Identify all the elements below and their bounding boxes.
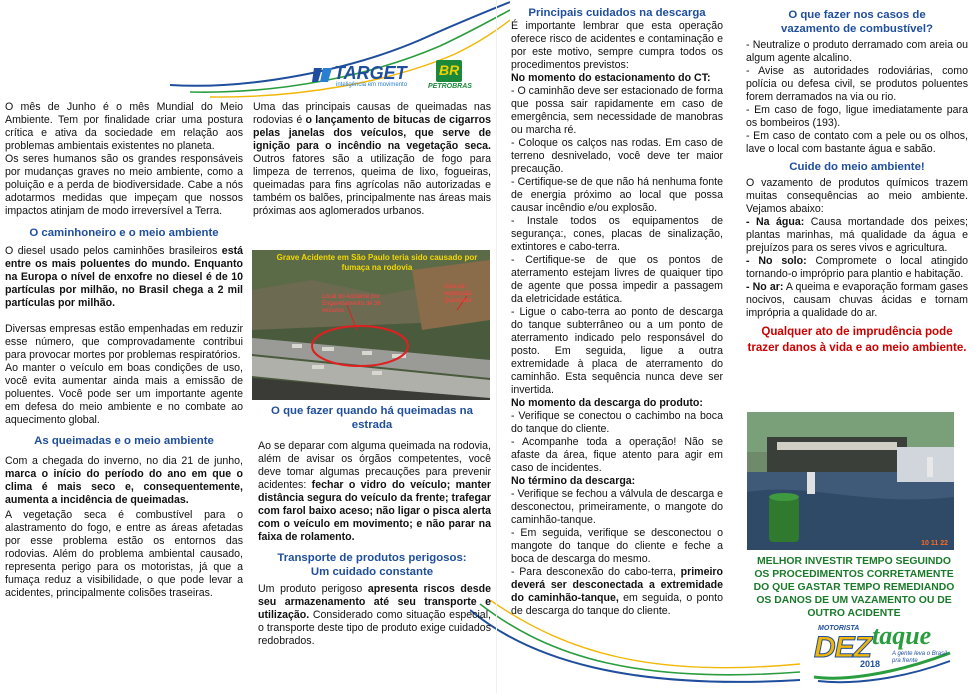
intro-paragraph: O mês de Junho é o mês Mundial do Meio Ambiente. Tem por finalidade criar uma postura crítica e ativa da sociedade em relação aos problemas ambientais existentes no planeta. — [5, 101, 243, 152]
item-term-2: - Em seguida, verifique se desconectou o mangote do tanque do cliente e feche a boca de descarga do mesmo. — [511, 527, 723, 565]
item-vaz-1: - Neutralize o produto derramado com areia ou algum agente alcalino. — [746, 39, 968, 64]
paragraph-deparar: Ao se deparar com alguma queimada na rodovia, além de avisar os órgãos competentes, você deve tomar algumas precauções para prevenir acidentes: fechar o vidro do veículo; manter distância segura do veículo da frente; trafegar com farol baixo aceso; não ligar o pisca alerta com o veículo em movimento; e não parar na faixa de rolamento. — [258, 440, 491, 543]
item-agua: - Na água: Causa mortandade dos peixes; plantas marinhas, má qualidade da água e prejuízos para os seres vivos e agricultura. — [746, 216, 968, 254]
spill-photo — [747, 412, 954, 550]
item-vaz-2: - Avise as autoridades rodoviárias, como polícia ou defesa civil, se produtos poluentes forem derramados na via ou rio. — [746, 65, 968, 103]
heading-descarga: No momento da descarga do produto: — [511, 397, 703, 409]
item-estac-4: - Instale todos os equipamentos de segurança:, cones, placas de sinalização, extintores e cabo-terra. — [511, 215, 723, 253]
logo-motorista: MOTORISTA — [818, 625, 860, 632]
paragraph-inverno: Com a chegada do inverno, no dia 21 de junho, marca o início do período do ano em que o clima é mais seco e, consequentemente, aumenta a incidência de queimadas. — [5, 455, 243, 506]
item-estac-2: - Coloque os calços nas rodas. Em caso de terreno desnivelado, você deve ter maior precaução. — [511, 137, 723, 175]
paragraph-cuide: O vazamento de produtos químicos trazem muitas consequências ao meio ambiente. Vejamos abaixo: — [746, 177, 968, 215]
logo-year: 2018 — [860, 659, 881, 669]
photo-timestamp: 10 11 22 — [921, 540, 948, 547]
paragraph-importante: É importante lembrar que esta operação oferece risco de acidentes e contaminação e por este motivo, sempre cumpra todos os procedimentos previstos: — [511, 20, 723, 71]
item-estac-1: - O caminhão deve ser estacionado de forma que possa sair rapidamente em caso de emergência, sem necessidade de manobras ou marcha ré. — [511, 85, 723, 136]
heading-vazamento-2: vazamento de combustível? — [781, 23, 933, 35]
logo-dez: DEZ — [814, 631, 871, 664]
item-vaz-4: - Em caso de contato com a pele ou os olhos, lave o local com bastante água e sabão. — [746, 130, 968, 155]
paragraph-produto: Um produto perigoso apresenta riscos desde seu armazenamento até seu transporte e utilização. Considerado como situação especial, o transporte deste tipo de produto exige cuidados redobrados. — [258, 583, 491, 647]
item-term-3: - Para desconexão do cabo-terra, primeiro deverá ser desconectada a extremidade do caminhão-tanque, em seguida, o ponto de descarga do tanque do cliente. — [511, 566, 723, 617]
item-estac-3: - Certifique-se de que não há nenhuma fonte de energia próximo ao local que possa causar incêndio e/ou explosão. — [511, 176, 723, 214]
br-badge: BR — [436, 60, 462, 82]
paragraph-causas: Uma das principais causas de queimadas nas rodovias é o lançamento de bitucas de cigarros pelas janelas dos veículos, que serve de ignição para o incêndio na vegetação seca. Outros fatores são a utilização de fogo para limpeza de terrenos, queima de lixo, fogueiras, queimadas para fins agrícolas não autorizadas e também os balões, principalmente nas áreas mais próximas aos aglomerados urbanos. — [253, 101, 491, 217]
paragraph-vegetacao: A vegetação seca é combustível para o alastramento do fogo, e entre as áreas afetadas por esse problema estão os entornos das rodovias. Além do problema ambiental causado, representa perigo para os motoristas, já que a fumaça reduz a visibilidade, o que pode levar a acidentes, principalmente colisões traseiras. — [5, 509, 243, 599]
column-3 — [496, 0, 734, 693]
heading-transporte-1: Transporte de produtos perigosos: — [277, 552, 467, 564]
alert-imprudencia: Qualquer ato de imprudência pode trazer danos à vida e ao meio ambiente. — [747, 325, 967, 354]
heading-oque-fazer-queimadas: O que fazer quando há queimadas na estrada — [271, 405, 473, 431]
paragraph-humans: Os seres humanos são os grandes responsáveis por mudanças graves no meio ambiente, como a poluição e a perda de biodiversidade. Cabe a nós adotarmos medidas que impeçam que nossos impactos atinjam de modo irreversível a Terra. — [5, 153, 243, 217]
item-term-1: - Verifique se fechou a válvula de descarga e desconectou, primeiramente, o mangote do caminhão-tanque. — [511, 488, 723, 526]
melhor-investir-note: MELHOR INVESTIR TEMPO SEGUINDO OS PROCEDIMENTOS CORRETAMENTE DO QUE GASTAR TEMPO REMEDIANDO OS DANOS DE UM VAZAMENTO OU DE OUTRO ACIDENTE — [753, 556, 955, 619]
heading-estacionamento: No momento do estacionamento do CT: — [511, 72, 711, 84]
item-desc-2: - Acompanhe toda a operação! Não se afaste da área, fique atento para agir em caso de incidentes. — [511, 436, 723, 474]
item-desc-1: - Verifique se conectou o cachimbo na boca do tanque do cliente. — [511, 410, 723, 435]
accident-photo-label-area: Área de vegetação Queimada — [444, 284, 472, 304]
accident-photo-caption: Grave Acidente em São Paulo teria sido causado por fumaça na rodovia — [276, 253, 478, 272]
accident-photo-label-local: Local do Acidente por Engavetamento de 36 veículos — [322, 294, 381, 314]
spill-photo-image — [747, 412, 954, 550]
heading-transporte-2: Um cuidado constante — [310, 566, 434, 578]
petrobras-logo — [428, 60, 474, 94]
column-1 — [0, 0, 248, 693]
target-logo — [312, 63, 412, 93]
dez-taque-logo — [812, 615, 952, 685]
item-estac-6: - Ligue o cabo-terra ao ponto de descarga do tanque subterrâneo ou a um ponto de aterramento indicado pelo responsável do posto. Em seguida, ligue a outra extremidade à placa de aterramento do caminhão. Esta sequência nunca deve ser invertida. — [511, 306, 723, 396]
item-ar: - No ar: A queima e evaporação formam gases nocivos, causam chuvas ácidas e tornam imprópria a qualidade do ar. — [746, 281, 968, 319]
logo-slogan: A gente leva o Brasil pra frente — [892, 651, 947, 664]
accident-photo — [252, 250, 490, 400]
paragraph-empresas: Diversas empresas estão empenhadas em reduzir esse número, que comprovadamente contribui para provocar mortes por problemas respiratórios. — [5, 323, 243, 361]
heading-termino: No término da descarga: — [511, 475, 636, 487]
heading-principais-cuidados: Principais cuidados na descarga — [528, 7, 706, 19]
logo-taque: taque — [872, 621, 932, 650]
heading-vazamento-1: O que fazer nos casos de — [788, 9, 926, 21]
heading-caminhoneiro: O caminhoneiro e o meio ambiente — [29, 227, 219, 239]
paragraph-manter: Ao manter o veículo em boas condições de uso, você evita aumentar ainda mais a emissão de poluentes. Você pode ser um importante agente em defesa do meio ambiente e no combate ao aquecimento global. — [5, 362, 243, 426]
petrobras-text: PETROBRAS — [428, 83, 472, 90]
item-estac-5: - Certifique-se de que os pontos de aterramento estejam livres de quaiquer tipo de agente que possa impedir a passagem da eletricidade estática. — [511, 254, 723, 305]
target-logo-subtitle: inteligência em movimento — [336, 82, 408, 88]
heading-queimadas: As queimadas e o meio ambiente — [34, 435, 214, 447]
item-solo: - No solo: Compromete o local atingido tornando-o impróprio para plantio e habitação. — [746, 255, 969, 280]
item-vaz-3: - Em caso de fogo, ligue imediatamente para os bombeiros (193). — [746, 104, 968, 129]
target-logo-text: TARGET — [334, 63, 407, 83]
paragraph-diesel: O diesel usado pelos caminhões brasileiros está entre os mais poluentes do mundo. Enquanto na Europa o nível de enxofre no diesel é de 10 partículas por milhão, no Brasil chega a 2 mil partículas por milhão. — [5, 245, 243, 309]
heading-cuide: Cuide do meio ambiente! — [789, 161, 925, 173]
target-logo-icon — [312, 66, 334, 84]
